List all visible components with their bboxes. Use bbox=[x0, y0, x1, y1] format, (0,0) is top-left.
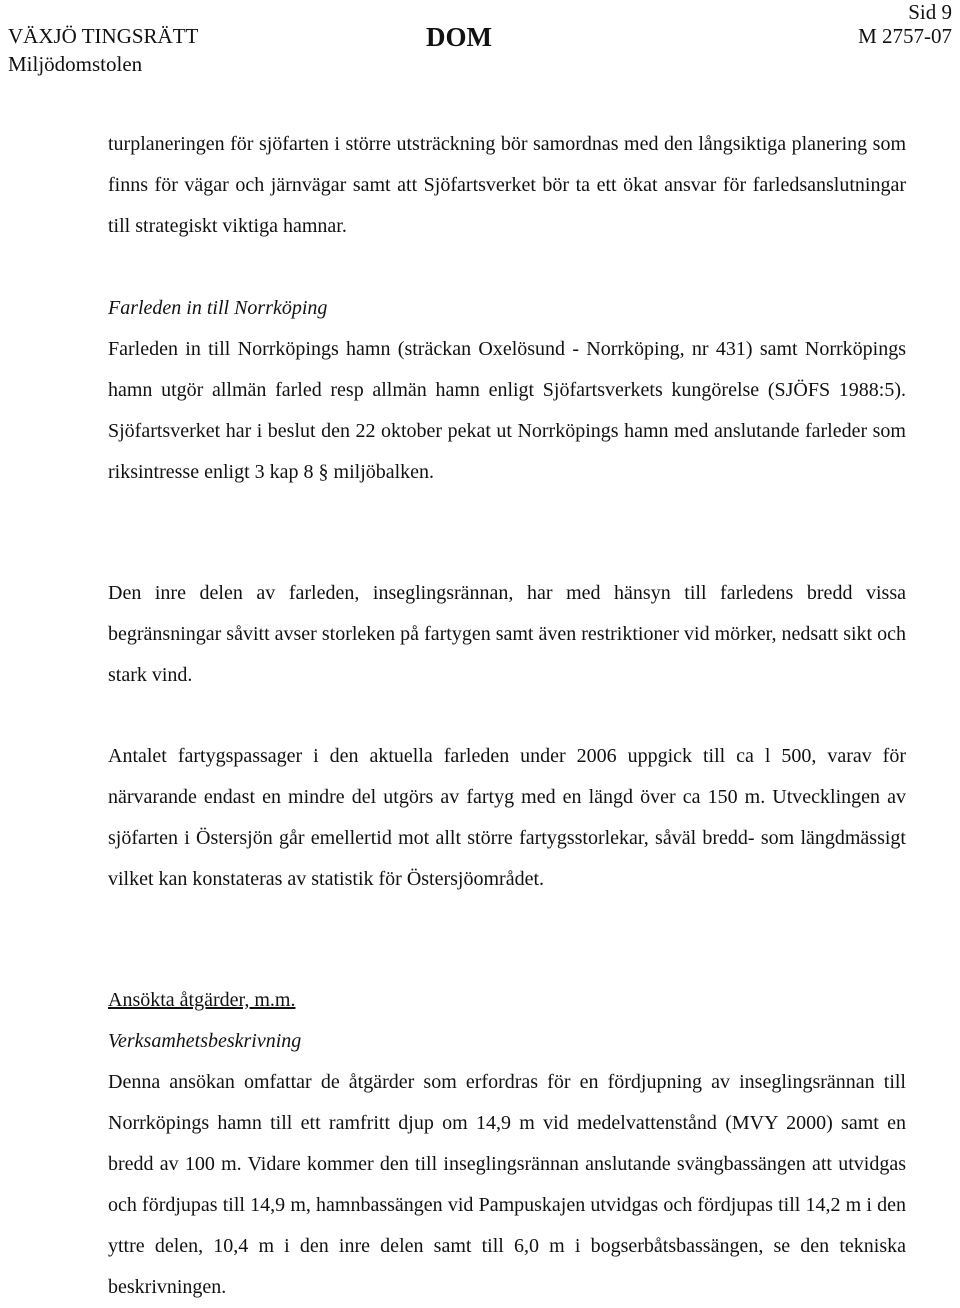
subsection-heading: Verksamhetsbeskrivning bbox=[108, 1030, 302, 1052]
court-name: VÄXJÖ TINGSRÄTT bbox=[8, 24, 199, 48]
document-type: DOM bbox=[426, 22, 492, 52]
paragraph: Den inre delen av farleden, inseglingsrännan, har med hänsyn till farledens bredd vissa begränsningar såvitt avser storleken på fartygen samt även restriktioner vid mörker, nedsatt sikt och stark vind. bbox=[108, 582, 906, 686]
paragraph: Antalet fartygspassager i den aktuella farleden under 2006 uppgick till ca l 500, varav för närvarande endast en mindre del utgörs av fartyg med en längd över ca 150 m. Utvecklingen av sjöfarten i Östersjön går emellertid mot allt större fartygsstorlekar, såväl bredd- som längdmässigt vilket kan konstateras av statistik för Östersjöområdet. bbox=[108, 745, 906, 890]
page-header bbox=[0, 0, 960, 80]
case-number: M 2757-07 bbox=[858, 24, 952, 48]
page-number: Sid 9 bbox=[908, 0, 952, 24]
section-heading: Farleden in till Norrköping bbox=[108, 297, 328, 319]
paragraph: turplaneringen för sjöfarten i större utsträckning bör samordnas med den långsiktiga planering som finns för vägar och järnvägar samt att Sjöfartsverket bör ta ett ökat ansvar för farledsanslutningar till strategiskt viktiga hamnar. bbox=[108, 133, 906, 237]
section-heading-underlined: Ansökta åtgärder, m.m. bbox=[108, 989, 296, 1011]
paragraph: Denna ansökan omfattar de åtgärder som erfordras för en fördjupning av inseglingsrännan till Norrköpings hamn till ett ramfritt djup om 14,9 m vid medelvattenstånd (MVY 2000) samt en bredd av 100 m. Vidare kommer den till inseglingsrännan anslutande svängbassängen att utvidgas och fördjupas till 14,9 m, hamnbassängen vid Pampuskajen utvidgas och fördjupas till 14,2 m i den yttre delen, 10,4 m i den inre delen samt till 6,0 m i bogserbåtsbassängen, se den tekniska beskrivningen. bbox=[108, 1071, 906, 1298]
department-name: Miljödomstolen bbox=[8, 52, 143, 76]
paragraph: Farleden in till Norrköpings hamn (sträckan Oxelösund - Norrköping, nr 431) samt Norrköpings hamn utgör allmän farled resp allmän hamn enligt Sjöfartsverkets kungörelse (SJÖFS 1988:5). Sjöfartsverket har i beslut den 22 oktober pekat ut Norrköpings hamn med anslutande farleder som riksintresse enligt 3 kap 8 § miljöbalken. bbox=[108, 338, 906, 483]
